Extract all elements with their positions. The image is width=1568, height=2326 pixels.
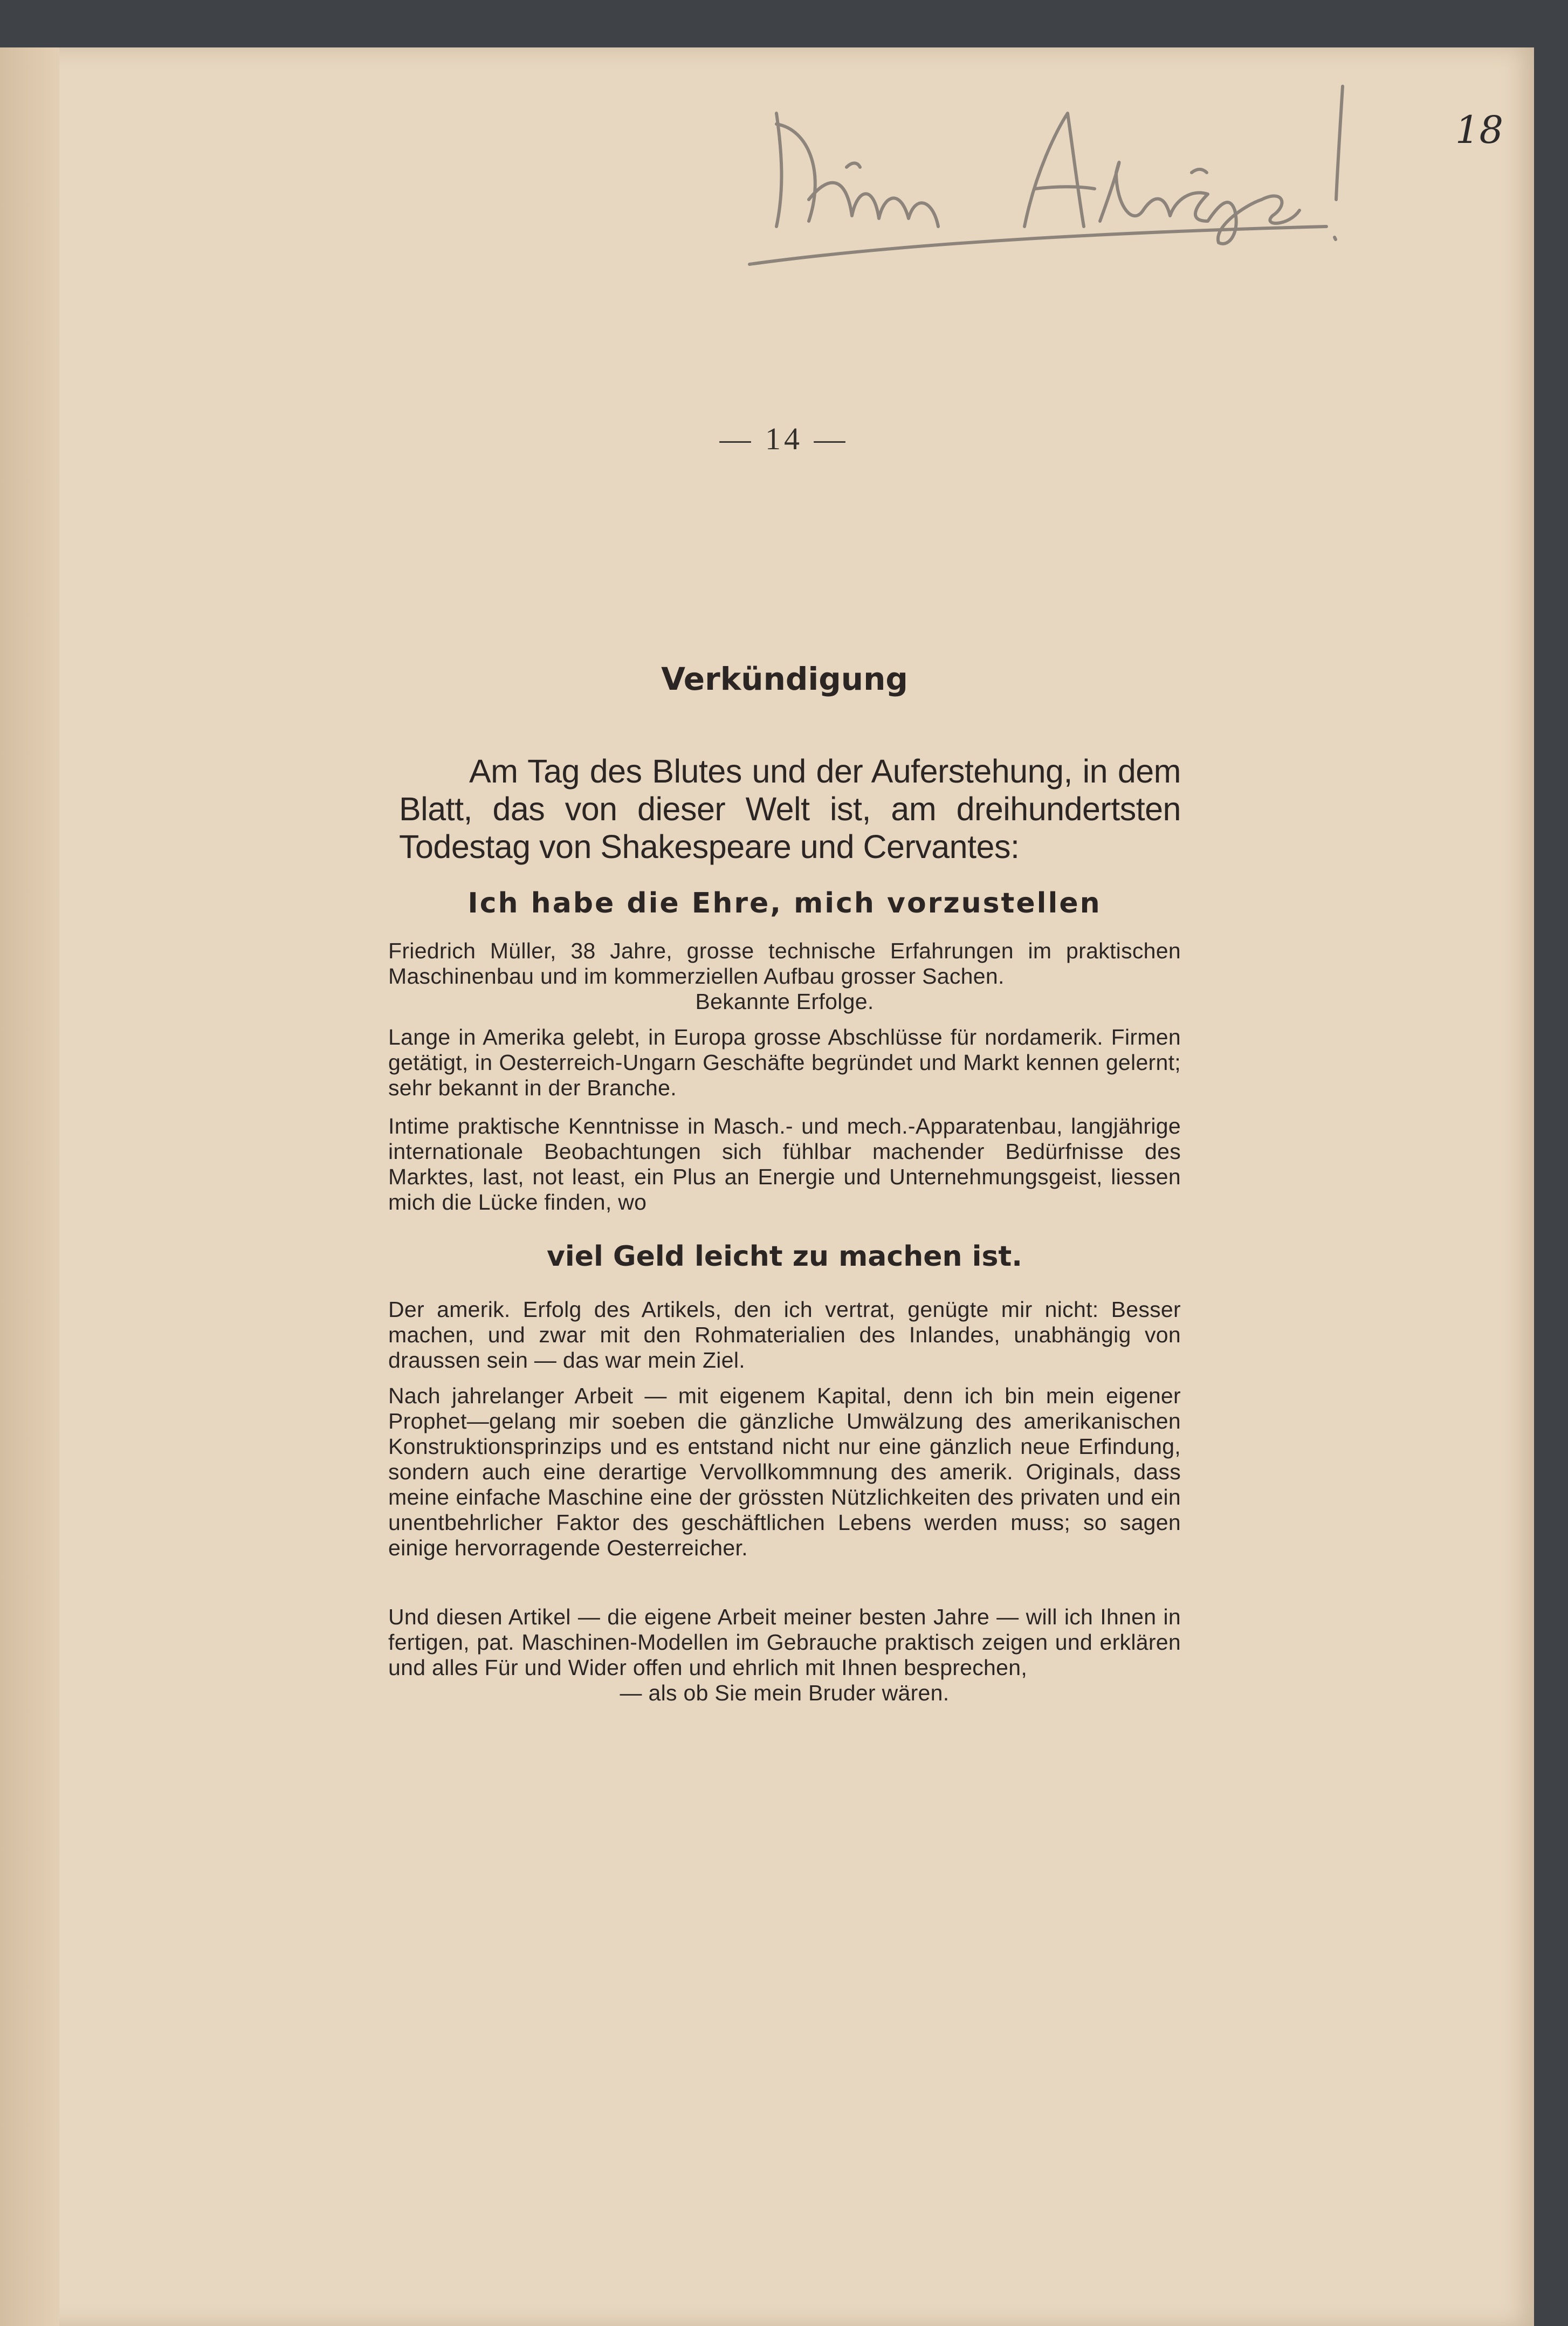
paragraph-3: Intime praktische Kenntnisse in Masch.- und mech.-Apparatenbau, langjährige internationale Beobachtungen sich fühlbar machender Bedürfnisse des Marktes, last, not least, ein Plus an Energie und Unternehmungsgeist, liessen mich die Lücke finden, wo	[388, 1114, 1181, 1215]
intro-paragraph: Am Tag des Blutes und der Auferstehung, in dem Blatt, das von dieser Welt ist, am dreihundertsten Todestag von Shakespeare und Cervantes:	[399, 753, 1181, 865]
paragraph-1-text: Friedrich Müller, 38 Jahre, grosse technische Erfahrungen im praktischen Maschinenbau und im kommerziellen Aufbau grosser Sachen.	[388, 938, 1181, 989]
paragraph-5: Nach jahrelanger Arbeit — mit eigenem Kapital, denn ich bin mein eigener Prophet—gelang mir soeben die gänzliche Umwälzung des amerikanischen Konstruktionsprinzips und es entstand nicht nur eine gänzlich neue Erfindung, sondern auch eine derartige Vervollkommnung des amerik. Originals, dass meine einfache Maschine eine der grössten Nützlichkeiten des privaten und ein unentbehrlicher Faktor des geschäftlichen Lebens werden muss; so sagen einige hervorragende Oesterreicher.	[388, 1383, 1181, 1560]
paragraph-6	[388, 1604, 1181, 1706]
folio-number: 18	[1455, 108, 1503, 152]
page-gutter	[0, 47, 59, 2326]
paragraph-2: Lange in Amerika gelebt, in Europa grosse Abschlüsse für nordamerik. Firmen getätigt, in Oesterreich-Ungarn Geschäfte begründet und Markt kennen gelernt; sehr bekannt in der Branche.	[388, 1025, 1181, 1100]
handwritten-note	[744, 65, 1364, 297]
sub-heading: viel Geld leicht zu machen ist.	[546, 1240, 1023, 1273]
paragraph-1	[388, 938, 1181, 1014]
paragraph-6-text: Und diesen Artikel — die eigene Arbeit meiner besten Jahre — will ich Ihnen in fertigen, pat. Maschinen-Modellen im Gebrauche praktisch zeigen und erklären und alles Für und Wider offen und ehrlich mit Ihnen besprechen,	[388, 1604, 1181, 1680]
paragraph-6-end: — als ob Sie mein Bruder wären.	[620, 1680, 950, 1705]
page-number: — 14 —	[719, 421, 849, 456]
paragraph-1-end: Bekannte Erfolge.	[695, 989, 874, 1014]
paragraph-4: Der amerik. Erfolg des Artikels, den ich vertrat, genügte mir nicht: Besser machen, und zwar mit den Rohmaterialien des Inlandes, unabhängig von draussen sein — das war mein Ziel.	[388, 1297, 1181, 1373]
document-title: Verkündigung	[661, 661, 908, 697]
section-heading: Ich habe die Ehre, mich vorzustellen	[467, 887, 1102, 920]
